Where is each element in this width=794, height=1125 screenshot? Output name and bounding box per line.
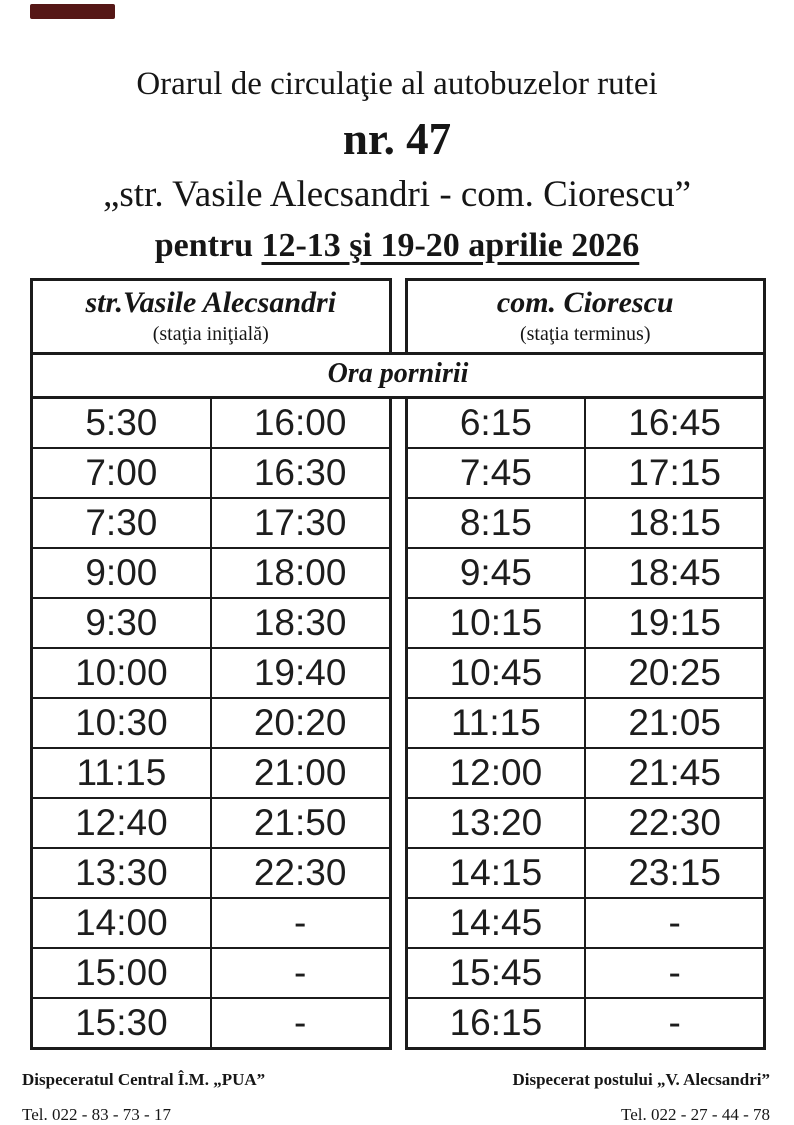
time-cell: 10:45 <box>408 649 587 697</box>
validity-dates <box>0 229 794 263</box>
time-cell: 15:45 <box>408 949 587 997</box>
time-cell: - <box>668 901 681 943</box>
validity-prefix: pentru <box>154 227 262 264</box>
time-cell: 18:45 <box>628 551 721 593</box>
table-row <box>408 597 764 647</box>
table-row <box>408 697 764 747</box>
footer-left-block <box>22 1070 265 1125</box>
time-cell: 14:00 <box>33 899 212 947</box>
times-table-right <box>405 396 767 1050</box>
table-row <box>33 497 389 547</box>
table-row <box>33 399 389 447</box>
table-row <box>408 647 764 697</box>
time-cell: 18:30 <box>253 601 347 643</box>
time-cell: - <box>668 951 681 993</box>
time-cell: 6:15 <box>408 399 587 447</box>
time-cell: 21:00 <box>253 751 347 793</box>
time-cell: 8:15 <box>408 499 587 547</box>
time-cell: - <box>293 1001 307 1043</box>
table-row <box>408 497 764 547</box>
time-cell: 17:15 <box>628 451 721 493</box>
table-row <box>33 847 389 897</box>
time-cell: 7:30 <box>33 499 212 547</box>
table-row <box>408 847 764 897</box>
time-cell: 9:30 <box>33 599 212 647</box>
time-cell: 20:25 <box>628 651 721 693</box>
table-row <box>33 797 389 847</box>
time-cell: - <box>293 901 307 943</box>
time-cell: 21:50 <box>253 801 347 843</box>
table-row <box>33 947 389 997</box>
time-cell: 23:15 <box>628 851 721 893</box>
table-row <box>408 897 764 947</box>
times-table-left <box>30 396 392 1050</box>
time-cell: - <box>293 951 307 993</box>
station-right-subtitle: (staţia terminus) <box>519 322 651 345</box>
departure-time-header: Ora pornirii <box>30 352 766 399</box>
dispatcher-central-title: Dispeceratul Central Î.M. „PUA” <box>22 1069 266 1089</box>
time-cell: 20:20 <box>253 701 347 743</box>
time-cell: 18:00 <box>253 551 347 593</box>
time-cell: 21:45 <box>628 751 721 793</box>
time-cell: 7:00 <box>33 449 212 497</box>
time-cell: 11:15 <box>408 699 587 747</box>
table-row <box>33 897 389 947</box>
time-cell: 9:00 <box>33 549 212 597</box>
time-cell: 14:15 <box>408 849 587 897</box>
time-cell: 19:40 <box>253 651 347 693</box>
time-cell: 12:00 <box>408 749 587 797</box>
route-number: nr. 47 <box>342 114 452 164</box>
table-row <box>408 797 764 847</box>
table-row <box>33 647 389 697</box>
time-cell: 16:00 <box>253 401 347 443</box>
table-row <box>33 697 389 747</box>
time-cell: 13:30 <box>33 849 212 897</box>
time-cell: 22:30 <box>253 851 347 893</box>
station-left-subtitle: (staţia iniţială) <box>152 322 269 345</box>
time-cell: 10:15 <box>408 599 587 647</box>
title-block <box>0 0 794 263</box>
time-cell: 13:20 <box>408 799 587 847</box>
time-cell: 10:00 <box>33 649 212 697</box>
table-row <box>33 747 389 797</box>
time-cell: 10:30 <box>33 699 212 747</box>
time-cell: 14:45 <box>408 899 587 947</box>
dispatcher-post-title: Dispecerat postului „V. Alecsandri” <box>512 1069 770 1089</box>
table-row <box>408 997 764 1047</box>
station-left-name: str.Vasile Alecsandri <box>85 286 337 319</box>
time-cell: 7:45 <box>408 449 587 497</box>
time-cell: 15:30 <box>33 999 212 1047</box>
validity-dates-underlined: 12-13 şi 19-20 aprilie 2026 <box>261 227 640 264</box>
station-header-left <box>30 278 392 355</box>
dispatcher-post-phone: Tel. 022 - 27 - 44 - 78 <box>621 1104 770 1124</box>
time-cell: 22:30 <box>628 801 721 843</box>
time-cell: 16:15 <box>408 999 587 1047</box>
table-row <box>408 947 764 997</box>
footer <box>22 1070 770 1125</box>
station-header-right <box>405 278 767 355</box>
table-row <box>408 747 764 797</box>
time-cell: 11:15 <box>33 749 212 797</box>
table-row <box>33 447 389 497</box>
document-title: Orarul de circulaţie al autobuzelor rutei <box>136 66 658 102</box>
time-cell: 9:45 <box>408 549 587 597</box>
time-cell: 16:45 <box>628 401 721 443</box>
time-cell: - <box>668 1001 681 1043</box>
station-header-row <box>30 278 766 355</box>
table-row <box>408 399 764 447</box>
time-cell: 16:30 <box>253 451 347 493</box>
table-row <box>408 447 764 497</box>
scan-artifact-mark <box>30 4 115 19</box>
times-section <box>30 396 766 1050</box>
table-row <box>408 547 764 597</box>
table-row <box>33 547 389 597</box>
time-cell: 17:30 <box>253 501 347 543</box>
route-name: „str. Vasile Alecsandri - com. Ciorescu” <box>102 174 692 215</box>
schedule-table <box>30 278 766 1050</box>
footer-right-block <box>512 1070 770 1125</box>
table-row <box>33 597 389 647</box>
time-cell: 21:05 <box>628 701 721 743</box>
dispatcher-central-phone: Tel. 022 - 83 - 73 - 17 <box>22 1104 171 1124</box>
time-cell: 18:15 <box>628 501 721 543</box>
time-cell: 5:30 <box>33 399 212 447</box>
time-cell: 12:40 <box>33 799 212 847</box>
station-right-name: com. Ciorescu <box>496 286 674 319</box>
time-cell: 15:00 <box>33 949 212 997</box>
time-cell: 19:15 <box>628 601 721 643</box>
table-row <box>33 997 389 1047</box>
